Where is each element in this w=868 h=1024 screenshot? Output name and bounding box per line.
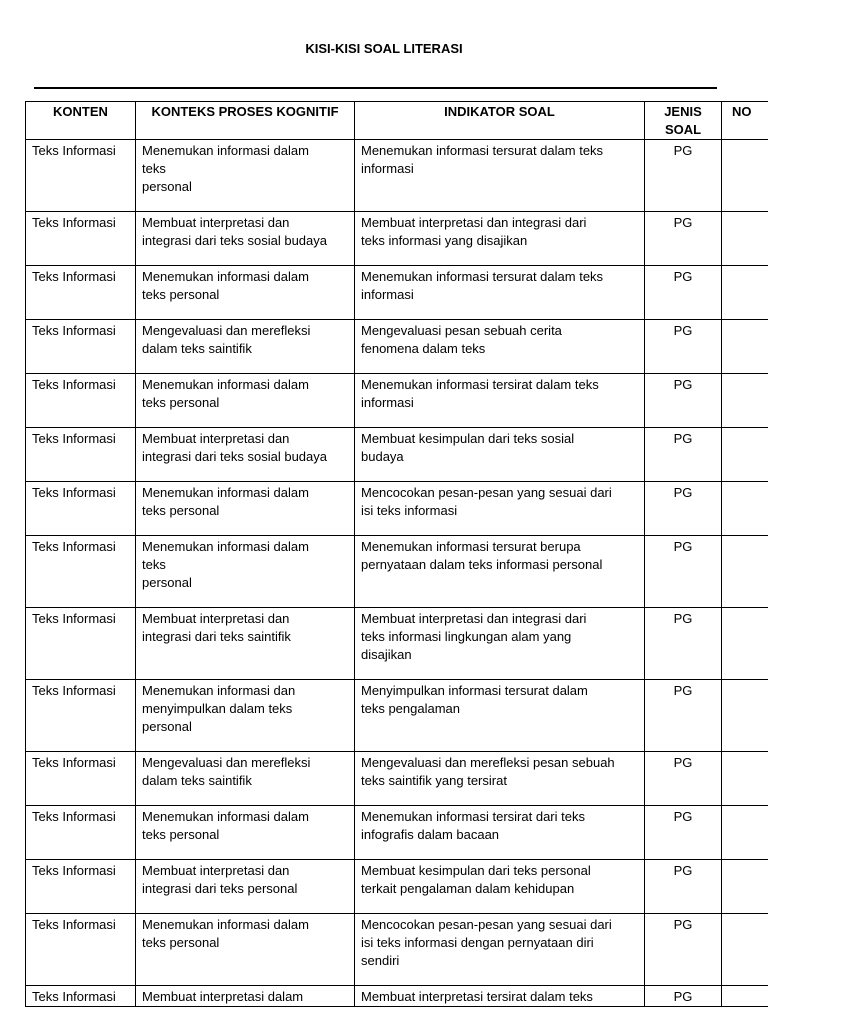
- cell-konten: Teks Informasi: [26, 752, 136, 806]
- table-row: [26, 482, 786, 536]
- cell-indikator-soal: Menemukan informasi tersirat dalam teks informasi: [355, 374, 645, 428]
- cell-jenis-soal: PG: [645, 536, 722, 608]
- document-title: KISI-KISI SOAL LITERASI: [305, 41, 463, 56]
- cell-konten: Teks Informasi: [26, 212, 136, 266]
- cell-konteks-proses-kognitif: Membuat interpretasi dan integrasi dari teks saintifik: [136, 608, 355, 680]
- cell-konten: Teks Informasi: [26, 680, 136, 752]
- cell-konteks-proses-kognitif: Menemukan informasi dan menyimpulkan dalam teks personal: [136, 680, 355, 752]
- cell-jenis-soal: PG: [645, 140, 722, 212]
- title-underline: [34, 87, 717, 89]
- table-row: [26, 608, 786, 680]
- cell-indikator-soal: Menemukan informasi tersurat dalam teks informasi: [355, 266, 645, 320]
- table-body: [26, 140, 786, 1007]
- table-row: [26, 680, 786, 752]
- cell-konten: Teks Informasi: [26, 140, 136, 212]
- cell-indikator-soal: Mengevaluasi dan merefleksi pesan sebuah teks saintifik yang tersirat: [355, 752, 645, 806]
- cell-konten: Teks Informasi: [26, 428, 136, 482]
- table-row: [26, 536, 786, 608]
- header-konteks: KONTEKS PROSES KOGNITIF: [136, 102, 355, 140]
- cell-konteks-proses-kognitif: Menemukan informasi dalam teks personal: [136, 482, 355, 536]
- table-row: [26, 140, 786, 212]
- cell-konteks-proses-kognitif: Menemukan informasi dalam teks personal: [136, 536, 355, 608]
- cell-konten: Teks Informasi: [26, 320, 136, 374]
- cell-indikator-soal: Membuat interpretasi dan integrasi dari teks informasi yang disajikan: [355, 212, 645, 266]
- cell-konteks-proses-kognitif: Menemukan informasi dalam teks personal: [136, 806, 355, 860]
- cell-konteks-proses-kognitif: Membuat interpretasi dan integrasi dari teks sosial budaya: [136, 212, 355, 266]
- cell-indikator-soal: Menemukan informasi tersirat dari teks infografis dalam bacaan: [355, 806, 645, 860]
- header-indikator: INDIKATOR SOAL: [355, 102, 645, 140]
- cell-jenis-soal: PG: [645, 860, 722, 914]
- cell-jenis-soal: PG: [645, 752, 722, 806]
- cell-jenis-soal: PG: [645, 320, 722, 374]
- cell-konten: Teks Informasi: [26, 986, 136, 1007]
- header-no: NO: [722, 102, 786, 140]
- cell-konteks-proses-kognitif: Membuat interpretasi dalam: [136, 986, 355, 1007]
- cell-jenis-soal: PG: [645, 212, 722, 266]
- table-row: [26, 212, 786, 266]
- table-row: [26, 320, 786, 374]
- header-konten: KONTEN: [26, 102, 136, 140]
- cell-konteks-proses-kognitif: Menemukan informasi dalam teks personal: [136, 914, 355, 986]
- cell-indikator-soal: Mencocokan pesan-pesan yang sesuai dari isi teks informasi: [355, 482, 645, 536]
- cell-jenis-soal: PG: [645, 374, 722, 428]
- cell-konteks-proses-kognitif: Membuat interpretasi dan integrasi dari teks sosial budaya: [136, 428, 355, 482]
- cell-indikator-soal: Mengevaluasi pesan sebuah cerita fenomena dalam teks: [355, 320, 645, 374]
- cell-konten: Teks Informasi: [26, 536, 136, 608]
- cell-indikator-soal: Menyimpulkan informasi tersurat dalam teks pengalaman: [355, 680, 645, 752]
- table-row: [26, 374, 786, 428]
- table-row: [26, 428, 786, 482]
- cell-konteks-proses-kognitif: Mengevaluasi dan merefleksi dalam teks saintifik: [136, 320, 355, 374]
- cell-konteks-proses-kognitif: Mengevaluasi dan merefleksi dalam teks saintifik: [136, 752, 355, 806]
- cell-indikator-soal: Menemukan informasi tersurat dalam teks informasi: [355, 140, 645, 212]
- page-edge: [768, 0, 868, 1024]
- kisi-kisi-table: [25, 101, 786, 1007]
- cell-indikator-soal: Mencocokan pesan-pesan yang sesuai dari isi teks informasi dengan pernyataan diri sendiri: [355, 914, 645, 986]
- table-row: [26, 986, 786, 1007]
- cell-konteks-proses-kognitif: Membuat interpretasi dan integrasi dari teks personal: [136, 860, 355, 914]
- cell-konten: Teks Informasi: [26, 266, 136, 320]
- cell-konteks-proses-kognitif: Menemukan informasi dalam teks personal: [136, 266, 355, 320]
- cell-jenis-soal: PG: [645, 806, 722, 860]
- table-row: [26, 266, 786, 320]
- cell-jenis-soal: PG: [645, 482, 722, 536]
- table-row: [26, 752, 786, 806]
- cell-konten: Teks Informasi: [26, 482, 136, 536]
- cell-konteks-proses-kognitif: Menemukan informasi dalam teks personal: [136, 140, 355, 212]
- cell-jenis-soal: PG: [645, 266, 722, 320]
- cell-konteks-proses-kognitif: Menemukan informasi dalam teks personal: [136, 374, 355, 428]
- cell-indikator-soal: Membuat kesimpulan dari teks personal terkait pengalaman dalam kehidupan: [355, 860, 645, 914]
- cell-konten: Teks Informasi: [26, 914, 136, 986]
- cell-jenis-soal: PG: [645, 608, 722, 680]
- cell-konten: Teks Informasi: [26, 374, 136, 428]
- cell-indikator-soal: Membuat interpretasi dan integrasi dari teks informasi lingkungan alam yang disajikan: [355, 608, 645, 680]
- cell-jenis-soal: PG: [645, 914, 722, 986]
- header-jenis-soal: JENIS SOAL: [645, 102, 722, 140]
- cell-jenis-soal: PG: [645, 680, 722, 752]
- cell-konten: Teks Informasi: [26, 860, 136, 914]
- cell-jenis-soal: PG: [645, 428, 722, 482]
- table-header-row: [26, 102, 786, 140]
- cell-indikator-soal: Membuat kesimpulan dari teks sosial budaya: [355, 428, 645, 482]
- cell-jenis-soal: PG: [645, 986, 722, 1007]
- cell-indikator-soal: Menemukan informasi tersurat berupa pernyataan dalam teks informasi personal: [355, 536, 645, 608]
- table-row: [26, 860, 786, 914]
- cell-indikator-soal: Membuat interpretasi tersirat dalam teks: [355, 986, 645, 1007]
- cell-konten: Teks Informasi: [26, 608, 136, 680]
- cell-konten: Teks Informasi: [26, 806, 136, 860]
- table-row: [26, 914, 786, 986]
- table-row: [26, 806, 786, 860]
